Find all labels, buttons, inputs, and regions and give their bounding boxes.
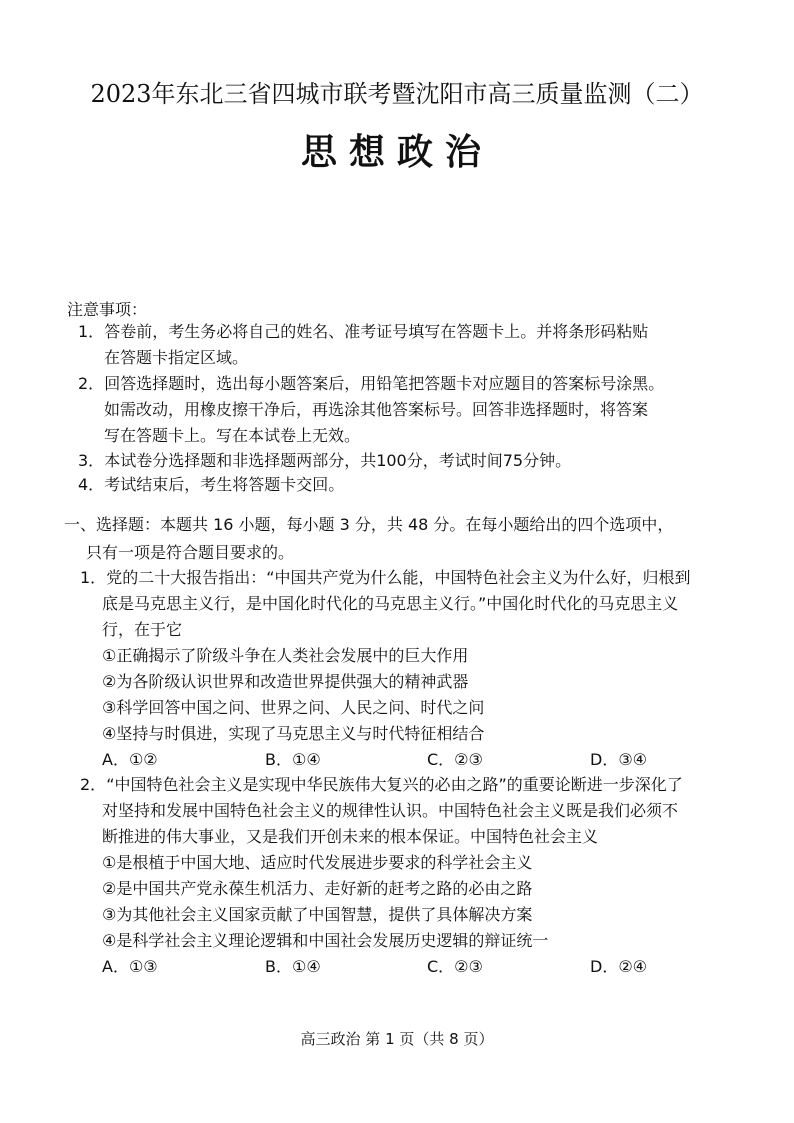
- choice-c: C．②③: [427, 957, 483, 976]
- question-stem: “中国特色社会主义是实现中华民族伟大复兴的必由之路”的重要论断进一步深化了: [106, 775, 683, 794]
- note-text: 在答题卡指定区域。: [104, 348, 249, 367]
- option-statement: ①是根植于中国大地、适应时代发展进步要求的科学社会主义: [102, 853, 533, 872]
- question-stem: 断推进的伟大事业，又是我们开创未来的根本保证。中国特色社会主义: [102, 827, 599, 846]
- question-stem: 党的二十大报告指出：“中国共产党为什么能，中国特色社会主义为什么好，归根到: [106, 568, 691, 587]
- choice-a: A．①②: [102, 750, 158, 769]
- option-statement: ①正确揭示了阶级斗争在人类社会发展中的巨大作用: [102, 646, 469, 665]
- note-text: 回答选择题时，选出每小题答案后，用铅笔把答题卡对应题目的答案标号涂黑。: [104, 374, 665, 393]
- option-statement: ②为各阶级认识世界和改造世界提供强大的精神武器: [102, 672, 469, 691]
- note-text: 本试卷分选择题和非选择题两部分，共100分，考试时间75分钟。: [104, 451, 572, 470]
- option-statement: ③科学回答中国之问、世界之问、人民之问、时代之问: [102, 698, 485, 717]
- question-stem: 底是马克思主义行，是中国化时代化的马克思主义行。”中国化时代化的马克思主义: [102, 594, 679, 613]
- note-item-1: [78, 319, 648, 371]
- section-heading-line: 只有一项是符合题目要求的。: [86, 543, 295, 562]
- exam-title: 2023年东北三省四城市联考暨沈阳市高三质量监测（二）: [90, 80, 704, 108]
- choice-d: D．③④: [590, 750, 648, 769]
- note-text: 写在答题卡上。写在本试卷上无效。: [104, 426, 361, 445]
- note-item-3: [78, 448, 571, 474]
- notes-heading: 注意事项：: [67, 300, 148, 319]
- option-statement: ④是科学社会主义理论逻辑和中国社会发展历史逻辑的辩证统一: [102, 931, 549, 950]
- option-statement: ③为其他社会主义国家贡献了中国智慧，提供了具体解决方案: [102, 905, 533, 924]
- choice-c: C．②③: [427, 750, 483, 769]
- question-2: [80, 772, 740, 980]
- note-number: 2．: [78, 374, 105, 393]
- note-number: 1．: [78, 322, 105, 341]
- answer-choices: [80, 954, 740, 980]
- question-1: [80, 565, 740, 773]
- option-statement: ②是中国共产党永葆生机活力、走好新的赶考之路的必由之路: [102, 879, 533, 898]
- section-heading-line: 一、选择题：本题共 16 小题，每小题 3 分，共 48 分。在每小题给出的四个选项中，: [64, 515, 674, 534]
- note-text: 如需改动，用橡皮擦干净后，再选涂其他答案标号。回答非选择题时，将答案: [104, 400, 649, 419]
- question-number: 1．: [80, 568, 107, 587]
- option-statement: ④坚持与时俱进，实现了马克思主义与时代特征相结合: [102, 724, 485, 743]
- note-item-2: [78, 371, 664, 449]
- section-heading: [64, 511, 744, 567]
- choice-d: D．②④: [590, 957, 648, 976]
- note-text: 答卷前，考生务必将自己的姓名、准考证号填写在答题卡上。并将条形码粘贴: [104, 322, 649, 341]
- question-number: 2．: [80, 775, 107, 794]
- note-number: 4．: [78, 475, 105, 494]
- note-text: 考试结束后，考生将答题卡交回。: [104, 475, 345, 494]
- choice-b: B．①④: [265, 750, 321, 769]
- page-footer: 高三政治 第 1 页（共 8 页）: [300, 1030, 494, 1048]
- subject-title: 思想政治: [300, 131, 493, 173]
- question-stem: 对坚持和发展中国特色社会主义的规律性认识。中国特色社会主义既是我们必须不: [102, 801, 679, 820]
- note-number: 3．: [78, 451, 105, 470]
- note-item-4: [78, 472, 344, 498]
- question-stem: 行，在于它: [102, 620, 183, 639]
- answer-choices: [80, 747, 740, 773]
- choice-b: B．①④: [265, 957, 321, 976]
- choice-a: A．①③: [102, 957, 158, 976]
